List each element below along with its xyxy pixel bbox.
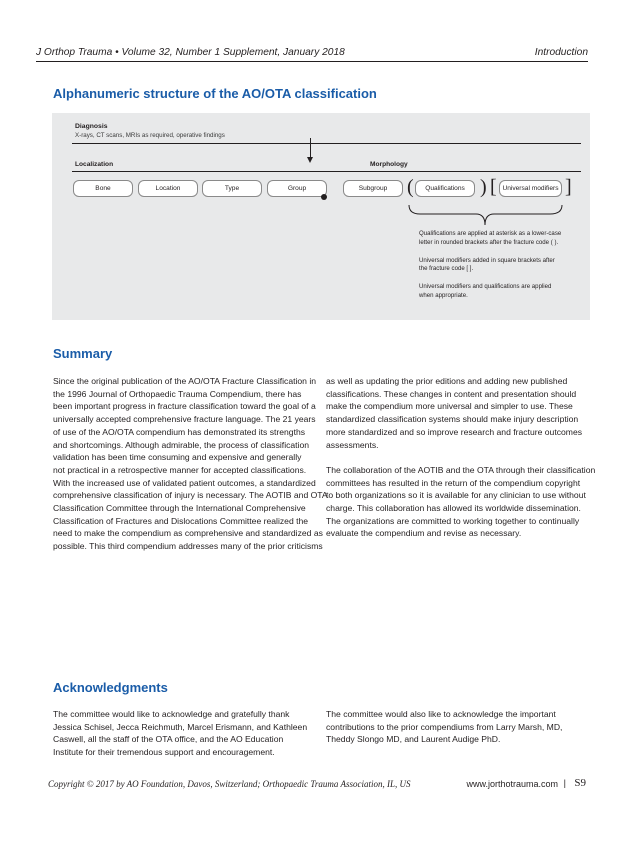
text-line: been important progress in fracture classification toward the goal of a — [53, 401, 316, 412]
running-header — [36, 47, 588, 65]
text-line: charge. This collaboration has allowed its worldwide dissemination. — [326, 503, 581, 514]
text-line: The committee would also like to acknowledge the important — [326, 709, 556, 719]
footer-separator: | — [563, 778, 566, 788]
note-qualifications: Qualifications are applied at asterisk as a lower-case letter in rounded brackets after the fracture code ( ). — [419, 230, 562, 246]
text-line: of use of the AO/OTA compendium has demonstrated its strengths — [53, 426, 306, 437]
text-line: classifications. These changes in content and presentation should — [326, 388, 577, 399]
text-line: Since the original publication of the AO/OTA Fracture Classification in — [53, 376, 317, 386]
box-qualifications: Qualifications — [415, 180, 475, 197]
text-line: not practical in a retrospective manner for accepted classifications. — [53, 464, 307, 475]
text-line: contributions to the prior compendiums from Larry Marsh, MD, — [326, 721, 563, 732]
text-line: Classification of Fractures and Dislocations Committee realized the — [53, 515, 309, 526]
text-line: and shortcomings. Although admirable, the process of classification — [53, 439, 310, 450]
text-line: possible. This third compendium addresses many of the prior criticisms — [53, 541, 323, 552]
figure-notes — [419, 230, 579, 310]
summary-right-column — [326, 375, 594, 540]
text-line: committees has resulted in the return of the compendium copyright — [326, 477, 581, 488]
diagnosis-subtitle: X-rays, CT scans, MRIs as required, operative findings — [75, 132, 225, 139]
localization-morphology-rule — [72, 171, 581, 172]
morphology-label: Morphology — [370, 161, 408, 168]
text-line: The collaboration of the AOTIB and the OTA through their classification — [326, 464, 596, 475]
asterisk-dot-icon — [321, 194, 327, 200]
text-line: Classification Committee through the International Comprehensive — [53, 503, 306, 514]
journal-citation: J Orthop Trauma • Volume 32, Number 1 Supplement, January 2018 — [36, 47, 345, 58]
text-line: Caswell, all the staff of the OTA office, and the AO Education — [53, 734, 284, 745]
box-type: Type — [202, 180, 262, 197]
copyright-notice: Copyright © 2017 by AO Foundation, Davos, Switzerland; Orthopaedic Trauma Association, IL, US — [48, 779, 411, 789]
box-location: Location — [138, 180, 198, 197]
text-line: With the increased use of validated patient outcomes, a standardized — [53, 477, 316, 488]
note-applied-when-appropriate: Universal modifiers and qualifications are applied when appropriate. — [419, 283, 552, 299]
section-label: Introduction — [534, 47, 588, 58]
text-line: assessments. — [326, 439, 379, 450]
page-footer — [48, 779, 586, 793]
text-line: comprehensive classification of injury is necessary. The AOTIB and OTA — [53, 490, 328, 501]
text-line: validation has been time consuming and expensive and generally — [53, 452, 302, 463]
box-group: Group — [267, 180, 327, 197]
curly-brace-icon — [408, 204, 563, 226]
round-bracket-open-icon: ( — [407, 176, 414, 198]
text-line: as well as updating the prior editions and adding new published — [326, 376, 568, 386]
text-line: more standardized and so improve research and fracture outcomes — [326, 426, 583, 437]
diagnosis-title: Diagnosis — [75, 123, 108, 130]
acknowledgments-left-column — [53, 708, 321, 759]
round-bracket-close-icon: ) — [480, 176, 487, 198]
text-line: to both organizations so it is available for any clinician to use without — [326, 490, 586, 501]
journal-website-link[interactable]: www.jorthotrauma.com — [466, 779, 558, 789]
text-line: universally accepted comprehensive fracture language. The 21 years — [53, 414, 316, 425]
text-line: need to make the compendium as comprehensive and standardized as — [53, 528, 323, 539]
figure-title: Alphanumeric structure of the AO/OTA classification — [53, 86, 377, 101]
box-universal-modifiers: Universal modifiers — [499, 180, 562, 197]
text-line: The organizations are committed to working together to continually — [326, 515, 580, 526]
text-line: Institute for their tremendous support and encouragement. — [53, 747, 275, 758]
text-line: the 1996 Journal of Orthopaedic Trauma Compendium, there has — [53, 388, 302, 399]
text-line: The committee would like to acknowledge and gratefully thank — [53, 709, 290, 719]
header-rule — [36, 61, 588, 62]
text-line: standardized classification systems should make injury description — [326, 414, 579, 425]
text-line: make the compendium more universal and simpler to use. These — [326, 401, 573, 412]
square-bracket-close-icon: ] — [565, 176, 572, 198]
note-universal-modifiers: Universal modifiers added in square brackets after the fracture code [ ]. — [419, 256, 555, 273]
acknowledgments-heading: Acknowledgments — [53, 680, 168, 695]
summary-left-column — [53, 375, 328, 553]
localization-label: Localization — [75, 161, 114, 168]
paragraph-gap — [326, 451, 594, 464]
text-line: evaluate the compendium and revise as necessary. — [326, 528, 522, 539]
text-line: Jessica Schisel, Jecca Reichmuth, Marcel Erismann, and Kathleen — [53, 721, 308, 732]
square-bracket-open-icon: [ — [490, 176, 497, 198]
box-bone: Bone — [73, 180, 133, 197]
acknowledgments-right-column — [326, 708, 594, 746]
page-number: S9 — [574, 777, 586, 789]
box-subgroup: Subgroup — [343, 180, 403, 197]
classification-figure — [52, 113, 590, 320]
diagnosis-rule — [72, 143, 581, 144]
down-arrow-icon — [310, 138, 311, 158]
summary-heading: Summary — [53, 346, 113, 361]
text-line: Theddy Slongo MD, and Laurent Audige PhD. — [326, 734, 501, 745]
